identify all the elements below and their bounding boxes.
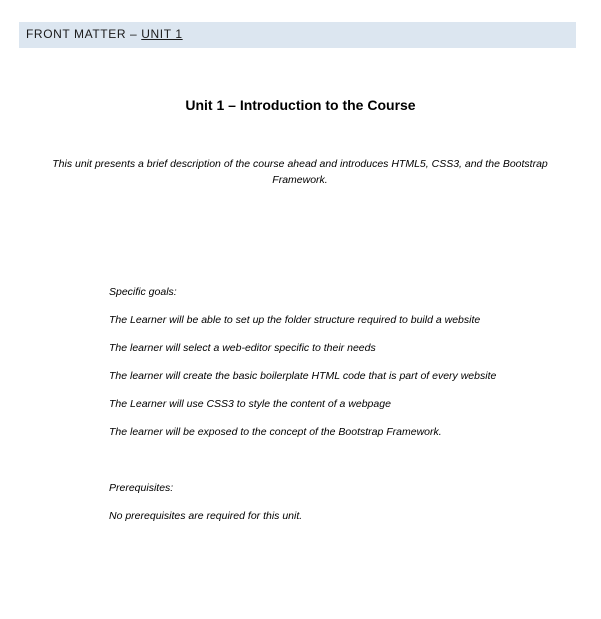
goal-item: The Learner will use CSS3 to style the content of a webpage (109, 398, 391, 410)
page-header-band (19, 22, 576, 48)
intro-paragraph: This unit presents a brief description of the course ahead and introduces HTML5, CSS3, and the Bootstrap Framework. (52, 158, 548, 186)
header-section-label: FRONT MATTER (26, 27, 127, 41)
goal-item: The learner will create the basic boilerplate HTML code that is part of every website (109, 370, 497, 382)
prerequisites-section (109, 480, 579, 536)
header-separator: – (130, 27, 138, 41)
goal-item: The Learner will be able to set up the folder structure required to build a website (109, 314, 481, 326)
goal-item: The learner will be exposed to the concept of the Bootstrap Framework. (109, 426, 442, 438)
goals-heading: Specific goals: (109, 286, 177, 298)
page-title: Unit 1 – Introduction to the Course (185, 97, 416, 113)
goal-item: The learner will select a web-editor specific to their needs (109, 342, 376, 354)
prerequisites-text: No prerequisites are required for this unit. (109, 510, 303, 522)
header-unit-link[interactable]: UNIT 1 (141, 27, 183, 41)
prerequisites-heading: Prerequisites: (109, 482, 174, 494)
specific-goals-section (109, 284, 579, 452)
